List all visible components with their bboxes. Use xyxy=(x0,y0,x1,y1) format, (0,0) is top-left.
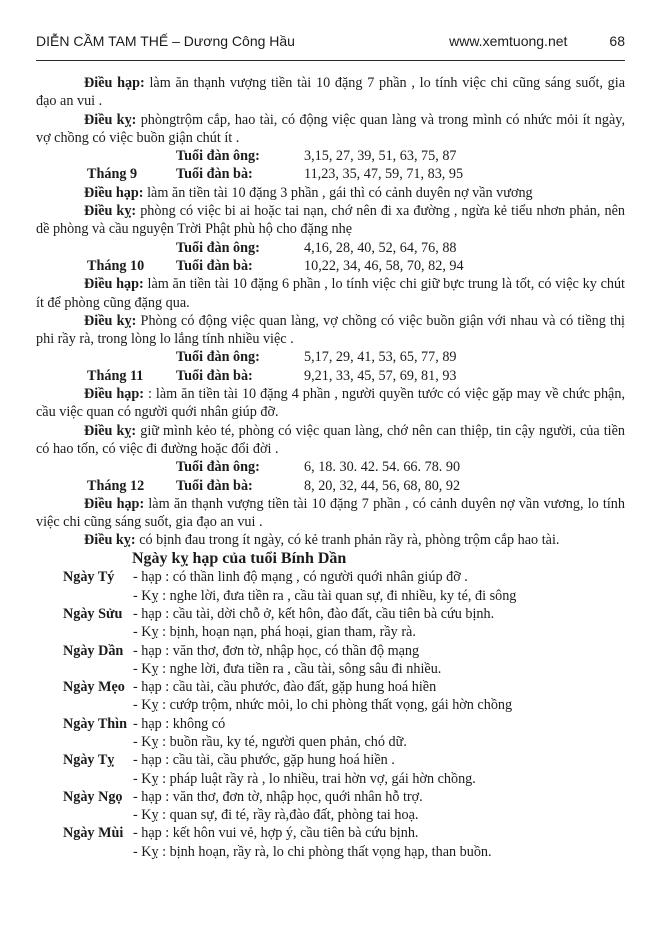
ages-label: Tuổi đàn ông: xyxy=(176,459,260,476)
paragraph xyxy=(36,531,625,549)
paragraph xyxy=(36,74,625,111)
month-label xyxy=(36,348,176,366)
paragraph-text: có bịnh đau trong ít ngày, có kẻ tranh phản rầy rà, phòng trộm cắp hao tài. xyxy=(135,532,560,549)
day-hap-text: - hạp : kết hôn vui vẻ, hợp ý, cầu tiên bà cứu bịnh. xyxy=(133,825,419,842)
day-row-hap xyxy=(36,788,625,806)
paragraph xyxy=(36,312,625,349)
day-hap-text: - hạp : cầu tài, cầu phước, đào đất, gặp hung hoá hiền xyxy=(133,679,437,696)
ages-numbers: 9,21, 33, 45, 57, 69, 81, 93 xyxy=(304,367,457,384)
day-name: Ngày Thìn xyxy=(63,715,128,732)
day-row-ky xyxy=(36,806,625,824)
paragraph-text: Phòng có động việc quan làng, vợ chồng có việc buồn giận với nhau và có tiềng thị phi rầy rà, trong lòng lo lắng tính nhiều việc . xyxy=(36,312,626,348)
month-label xyxy=(36,458,176,476)
ages-label: Tuổi đàn ông: xyxy=(176,239,260,256)
month-label: Tháng 12 xyxy=(87,477,145,494)
day-name: Ngày Mẹo xyxy=(63,679,125,696)
paragraph-text: làm ăn thạnh vượng tiền tài 10 đặng 7 phần , lo tính việc chi cũng sáng suốt, gia đạo an vui . xyxy=(36,75,625,110)
day-name: Ngày Sửu xyxy=(63,605,123,622)
day-name-spacer xyxy=(36,843,133,861)
ages-row xyxy=(36,477,625,495)
month-label: Tháng 9 xyxy=(87,166,138,183)
day-row-ky xyxy=(36,843,625,861)
day-row-hap xyxy=(36,751,625,769)
day-hap-text: - hạp : cầu tài, dời chỗ ở, kết hôn, đào đất, cầu tiên bà cứu bịnh. xyxy=(133,605,495,622)
day-row-hap xyxy=(36,678,625,696)
day-name-spacer xyxy=(36,806,133,824)
day-hap-text: - hạp : văn thơ, đơn tờ, nhập học, có thần độ mạng xyxy=(133,642,420,659)
paragraph-text: : làm ăn tiền tài 10 đặng 4 phần , người quyền tước có việc gặp may về chức phận, cầu việc quan có người quới nhân giúp đỡ. xyxy=(36,386,625,421)
day-ky-text: - Kỵ : nghe lời, đưa tiền ra , cầu tài quan sự, đi nhiều, ky té, đi sông xyxy=(133,587,517,604)
paragraph-text: làm ăn thạnh vượng tiền tài 10 đặng 7 phần , có cảnh duyên nợ vần vương, lo tính việc chi cũng sáng suốt, gia đạo an vui . xyxy=(36,495,625,531)
ages-row xyxy=(36,239,625,257)
ages-label: Tuổi đàn bà: xyxy=(176,166,253,183)
document-body xyxy=(36,74,625,861)
day-row-ky xyxy=(36,770,625,788)
paragraph xyxy=(36,422,625,459)
ages-numbers: 8, 20, 32, 44, 56, 68, 80, 92 xyxy=(304,477,461,494)
day-ky-text: - Kỵ : bịnh, hoạn nạn, phá hoại, gian tham, rầy rà. xyxy=(133,624,416,641)
paragraph-label: Điều hạp: xyxy=(84,184,144,201)
ages-row xyxy=(36,257,625,275)
website-url: www.xemtuong.net xyxy=(449,33,568,49)
document-title: DIỄN CẦM TAM THẾ – Dương Công Hầu xyxy=(36,33,295,49)
day-row-ky xyxy=(36,696,625,714)
day-row-hap xyxy=(36,824,625,842)
paragraph-text: làm ăn tiền tài 10 đặng 3 phần , gái thì có cảnh duyên nợ vần vương xyxy=(143,184,533,201)
paragraph-label: Điều kỵ: xyxy=(84,203,137,220)
paragraph-text: giữ mình kẻo té, phòng có việc quan làng, chớ nên can thiệp, tin cậy người, của tiền có hao tốn, có việc đi đường hoặc đổi đời . xyxy=(36,422,625,457)
day-name: Ngày Tý xyxy=(63,569,115,586)
paragraph-label: Điều kỵ: xyxy=(84,532,136,549)
paragraph-label: Điều kỵ: xyxy=(84,312,137,329)
ages-label: Tuổi đàn ông: xyxy=(176,148,260,165)
header-right-group xyxy=(449,33,625,49)
ages-label: Tuổi đàn bà: xyxy=(176,477,253,494)
paragraph-text: làm ăn tiền tài 10 đặng 6 phần , lo tính việc chi giữ bực trung là tốt, có việc ky chút ít để phòng cũng đặng qua. xyxy=(36,276,625,311)
ages-numbers: 10,22, 34, 46, 58, 70, 82, 94 xyxy=(304,257,464,274)
day-name-spacer xyxy=(36,733,133,751)
day-hap-text: - hạp : cầu tài, cầu phước, gặp hung hoá hiền . xyxy=(133,752,395,769)
day-name: Ngày Tỵ xyxy=(63,752,115,769)
paragraph-label: Điều hạp: xyxy=(84,386,144,403)
day-ky-text: - Kỵ : nghe lời, đưa tiền ra , cầu tài, sông sâu đi nhiều. xyxy=(133,660,442,677)
ages-numbers: 3,15, 27, 39, 51, 63, 75, 87 xyxy=(304,148,457,165)
paragraph-text: phòngtrộm cắp, hao tài, có động việc quan làng và trong mình có nhức mỏi ít ngày, vợ chồng có việc buồn giận chút ít . xyxy=(36,111,625,146)
day-name-spacer xyxy=(36,696,133,714)
ages-row xyxy=(36,458,625,476)
paragraph-text: phòng có việc bi ai hoặc tai nạn, chớ nên đi xa đường , ngừa kẻ tiểu nhơn phản, nên dề phòng và cầu nguyện Trời Phật phù hộ cho đặng nhẹ xyxy=(36,203,625,238)
paragraph xyxy=(36,495,625,532)
paragraph xyxy=(36,184,625,202)
page-number: 68 xyxy=(609,33,625,49)
day-name: Ngày Dần xyxy=(63,642,124,659)
paragraph-label: Điều kỵ: xyxy=(84,422,137,439)
paragraph xyxy=(36,202,625,239)
paragraph-label: Điều kỵ: xyxy=(84,111,137,128)
ages-label: Tuổi đàn ông: xyxy=(176,349,260,366)
ages-row xyxy=(36,348,625,366)
paragraph-label: Điều hạp: xyxy=(84,276,144,293)
paragraph-label: Điều hạp: xyxy=(84,75,145,91)
day-ky-text: - Kỵ : pháp luật rầy rà , lo nhiều, trai hờn vợ, gái hờn chồng. xyxy=(133,770,476,787)
ages-numbers: 6, 18. 30. 42. 54. 66. 78. 90 xyxy=(304,459,461,476)
month-label xyxy=(36,239,176,257)
day-row-ky xyxy=(36,587,625,605)
month-label: Tháng 10 xyxy=(87,257,145,274)
day-row-ky xyxy=(36,660,625,678)
paragraph-label: Điều hạp: xyxy=(84,495,145,512)
month-label xyxy=(36,147,176,165)
section-heading: Ngày kỵ hạp của tuổi Bính Dần xyxy=(132,549,347,567)
ages-label: Tuổi đàn bà: xyxy=(176,257,253,274)
day-name-spacer xyxy=(36,770,133,788)
month-label: Tháng 11 xyxy=(87,367,144,384)
day-name-spacer xyxy=(36,660,133,678)
day-name-spacer xyxy=(36,623,133,641)
day-name: Ngày Mùi xyxy=(63,825,124,842)
paragraph xyxy=(36,111,625,148)
day-row-ky xyxy=(36,623,625,641)
day-row-hap xyxy=(36,568,625,586)
page-header xyxy=(36,0,625,61)
day-row-hap xyxy=(36,642,625,660)
day-row-ky xyxy=(36,733,625,751)
day-hap-text: - hạp : không có xyxy=(133,715,226,732)
day-name: Ngày Ngọ xyxy=(63,788,123,805)
paragraph xyxy=(36,275,625,312)
day-ky-text: - Kỵ : bịnh hoạn, rầy rà, lo chi phòng thất vọng hạp, than buồn. xyxy=(133,843,492,860)
day-ky-text: - Kỵ : buồn rầu, ky té, người quen phản, chó dữ. xyxy=(133,733,407,750)
day-row-hap xyxy=(36,715,625,733)
ages-label: Tuổi đàn bà: xyxy=(176,367,253,384)
day-row-hap xyxy=(36,605,625,623)
day-hap-text: - hạp : có thần linh độ mạng , có người quới nhân giúp đỡ . xyxy=(133,569,468,586)
ages-row xyxy=(36,147,625,165)
ages-numbers: 11,23, 35, 47, 59, 71, 83, 95 xyxy=(304,166,464,183)
paragraph xyxy=(36,385,625,422)
day-ky-text: - Kỵ : quan sự, đi té, rầy rà,đào đất, phòng tai hoạ. xyxy=(133,807,419,824)
ages-numbers: 5,17, 29, 41, 53, 65, 77, 89 xyxy=(304,349,457,366)
day-ky-text: - Kỵ : cướp trộm, nhức mỏi, lo chi phòng thất vọng, gái hờn chồng xyxy=(133,697,513,714)
ages-numbers: 4,16, 28, 40, 52, 64, 76, 88 xyxy=(304,239,457,256)
day-hap-text: - hạp : văn thơ, đơn tờ, nhập học, quới nhân hỗ trợ. xyxy=(133,788,423,805)
ages-row xyxy=(36,367,625,385)
ages-row xyxy=(36,165,625,183)
day-name-spacer xyxy=(36,587,133,605)
